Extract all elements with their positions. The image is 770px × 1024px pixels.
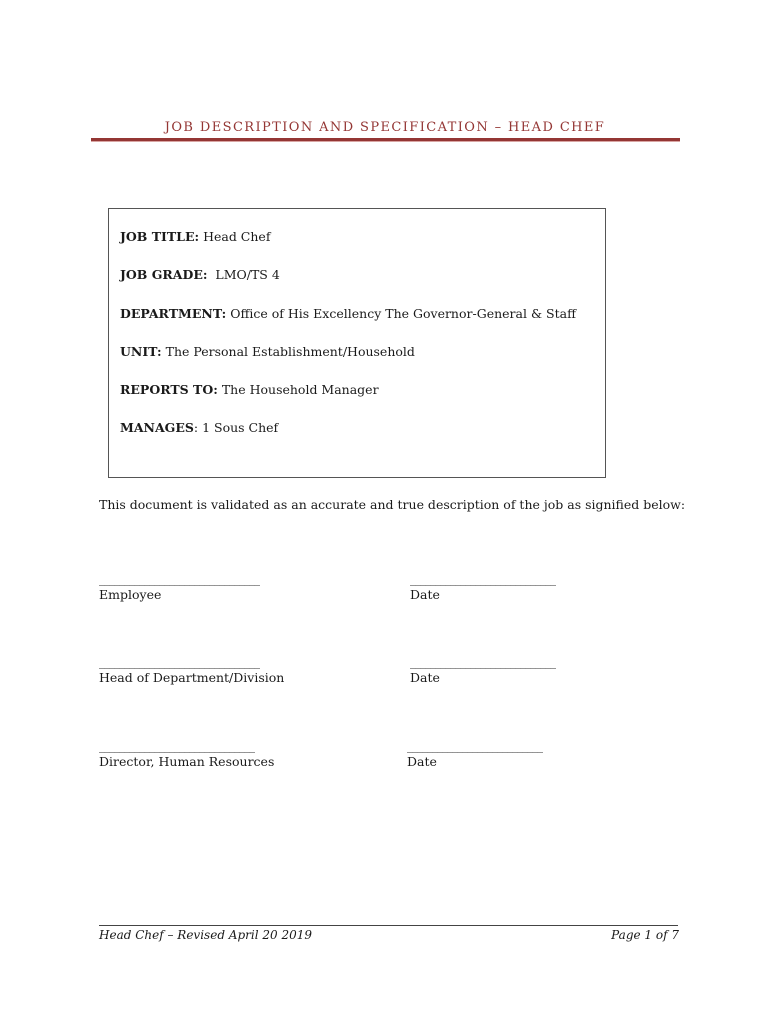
director-label: Director, Human Resources	[99, 754, 275, 769]
page-number: Page 1 of 7	[611, 928, 679, 942]
job-grade-value: LMO/TS 4	[207, 267, 280, 282]
department-label: DEPARTMENT:	[120, 306, 227, 321]
job-title-label: JOB TITLE:	[120, 229, 200, 244]
department-field	[120, 306, 576, 321]
unit-field	[120, 344, 415, 359]
employee-date-label: Date	[410, 587, 440, 602]
job-grade-label: JOB GRADE:	[120, 267, 208, 282]
job-info-box	[108, 208, 606, 478]
director-signature-line[interactable]: _______________________________	[99, 739, 254, 753]
unit-value: The Personal Establishment/Household	[161, 344, 415, 359]
director-date-label: Date	[407, 754, 437, 769]
manages-value: : 1 Sous Chef	[193, 420, 279, 435]
validation-statement: This document is validated as an accurate and true description of the job as signified below:	[99, 497, 686, 512]
manages-label: MANAGES	[120, 420, 194, 435]
job-title-field	[120, 229, 270, 244]
head-date-label: Date	[410, 670, 440, 685]
director-date-line[interactable]: ___________________________	[407, 739, 542, 753]
job-title-value: Head Chef	[199, 229, 271, 244]
employee-date-line[interactable]: _____________________________	[410, 572, 555, 586]
title-divider-shadow	[91, 141, 680, 142]
footer-revision-text: Head Chef – Revised April 20 2019	[99, 928, 313, 942]
employee-signature-line[interactable]: ________________________________	[99, 572, 259, 586]
employee-label: Employee	[99, 587, 162, 602]
footer-divider	[99, 925, 678, 926]
reports-to-value: The Household Manager	[217, 382, 379, 397]
department-value: Office of His Excellency The Governor-General & Staff	[226, 306, 576, 321]
head-signature-line[interactable]: ________________________________	[99, 655, 259, 669]
manages-field	[120, 420, 278, 435]
reports-to-label: REPORTS TO:	[120, 382, 218, 397]
reports-to-field	[120, 382, 379, 397]
head-date-line[interactable]: _____________________________	[410, 655, 555, 669]
document-title: JOB DESCRIPTION AND SPECIFICATION – HEAD CHEF	[164, 120, 606, 135]
job-grade-field	[120, 267, 280, 282]
unit-label: UNIT:	[120, 344, 162, 359]
head-of-department-label: Head of Department/Division	[99, 670, 285, 685]
